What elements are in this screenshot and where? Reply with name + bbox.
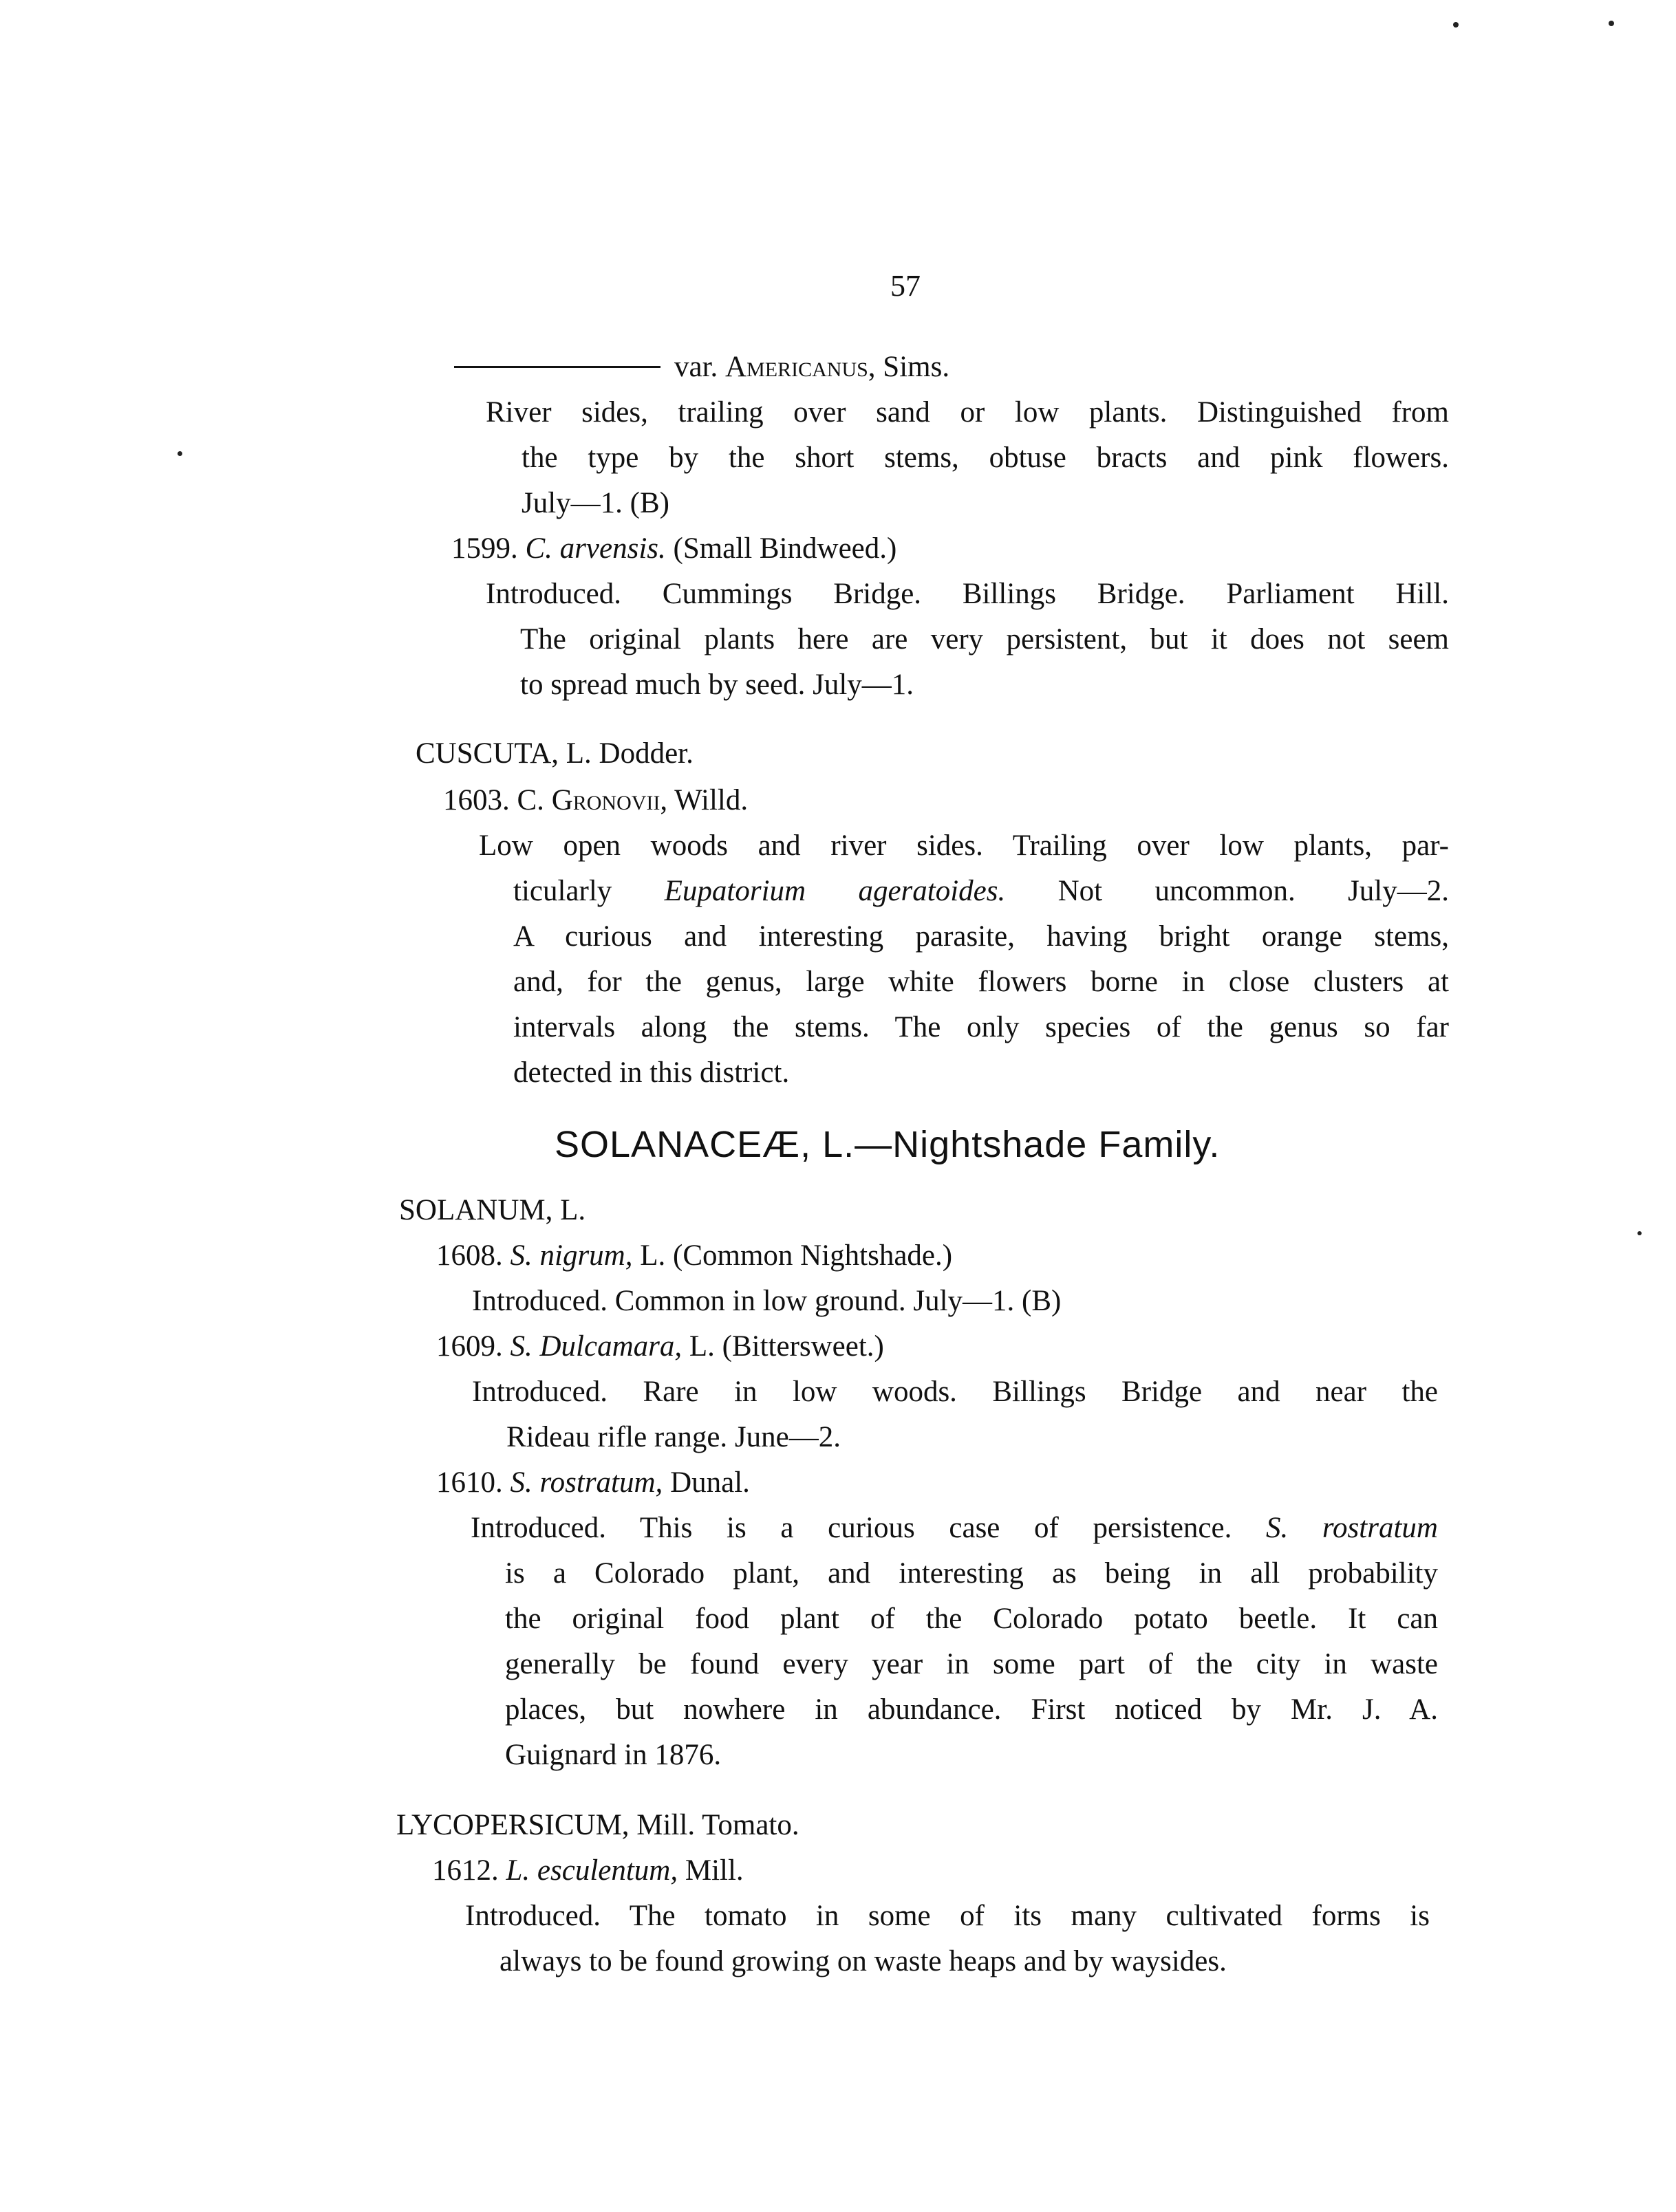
text-line: July—1. (B) [522,487,669,519]
text-line: the type by the short stems, obtuse bracts and pink flowers. [522,442,1449,474]
family-heading: SOLANACEÆ, L.—Nightshade Family. [555,1124,1221,1165]
text-line: Introduced. Cummings Bridge. Billings Bridge. Parliament Hill. [486,578,1449,610]
page-number: 57 [890,269,921,303]
scan-speck [1637,1231,1642,1235]
text-line: the original food plant of the Colorado potato beetle. It can [505,1603,1438,1635]
text-line: generally be found every year in some part of the city in waste [505,1648,1438,1680]
text-line: detected in this district. [513,1056,790,1089]
text-line: to spread much by seed. July—1. [520,669,914,701]
species-heading: 1608. S. nigrum, L. (Common Nightshade.) [436,1239,953,1272]
text-line: The original plants here are very persistent, but it does not seem [520,623,1449,655]
text-line: Rideau rifle range. June—2. [506,1421,841,1453]
text-line: Low open woods and river sides. Trailing over low plants, par- [479,830,1449,862]
text-line: Introduced. Rare in low woods. Billings Bridge and near the [472,1376,1438,1408]
text-line: Introduced. The tomato in some of its many cultivated forms is [465,1900,1430,1932]
variety-heading: var. Americanus, Sims. [674,351,950,383]
species-heading: 1609. S. Dulcamara, L. (Bittersweet.) [436,1330,884,1363]
text-line: A curious and interesting parasite, having bright orange stems, [513,920,1449,953]
scan-speck [178,451,182,456]
scan-speck [1609,21,1614,26]
text-line: Guignard in 1876. [505,1739,722,1771]
genus-heading: LYCOPERSICUM, Mill. Tomato. [396,1809,799,1841]
text-line: ticularly Eupatorium ageratoides. Not uncommon. July—2. [513,875,1449,907]
species-heading: 1612. L. esculentum, Mill. [432,1854,744,1887]
species-heading: 1610. S. rostratum, Dunal. [436,1466,750,1499]
text-line: and, for the genus, large white flowers borne in close clusters at [513,966,1449,998]
text-line: always to be found growing on waste heaps and by waysides. [499,1945,1227,1977]
species-heading: 1603. C. Gronovii, Willd. [443,784,749,816]
genus-heading: CUSCUTA, L. Dodder. [416,737,694,770]
ditto-rule [454,366,660,368]
text-line: intervals along the stems. The only species of the genus so far [513,1011,1449,1043]
scan-speck [1453,22,1459,28]
text-line: River sides, trailing over sand or low plants. Distinguished from [486,396,1449,429]
text-line: Introduced. Common in low ground. July—1. (B) [472,1285,1062,1317]
text-line: Introduced. This is a curious case of persistence. S. rostratum [471,1512,1438,1544]
genus-heading: SOLANUM, L. [399,1194,586,1226]
species-heading: 1599. C. arvensis. (Small Bindweed.) [451,532,897,565]
text-line: places, but nowhere in abundance. First noticed by Mr. J. A. [505,1693,1438,1726]
text-line: is a Colorado plant, and interesting as being in all probability [505,1557,1438,1590]
